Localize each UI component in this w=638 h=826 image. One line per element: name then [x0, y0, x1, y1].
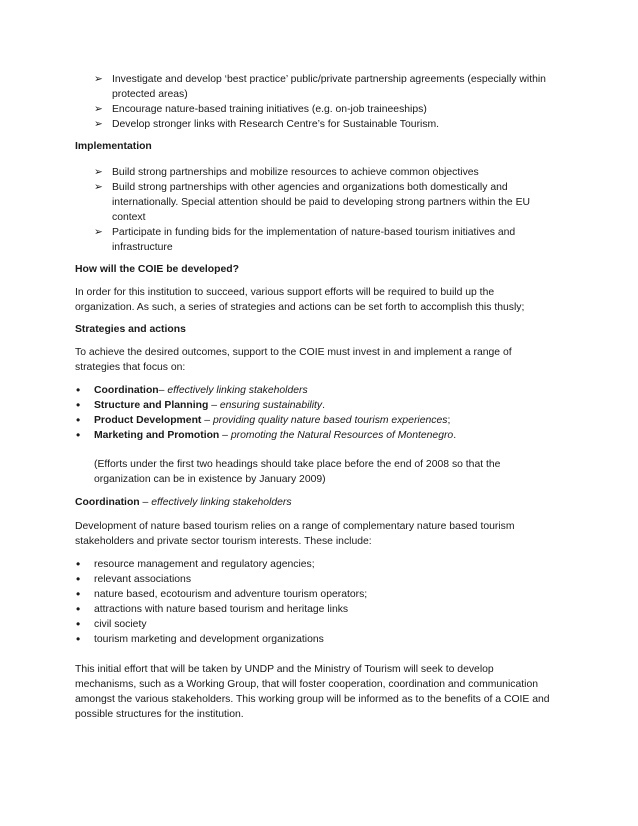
- arrow-bullet-icon: ➢: [94, 73, 103, 85]
- paragraph-line: Development of nature based tourism relies on a range of complementary nature based tourism: [75, 521, 515, 532]
- arrow-bullet-icon: ➢: [94, 226, 103, 238]
- list-item: attractions with nature based tourism and heritage links: [94, 604, 349, 615]
- list-item: civil society: [94, 619, 147, 630]
- arrow-bullet-icon: ➢: [94, 166, 103, 178]
- bullet-dot-icon: •: [76, 587, 81, 601]
- bullet-line: Build strong partnerships with other agencies and organizations both domestically and: [112, 182, 508, 193]
- implementation-heading: Implementation: [75, 141, 152, 152]
- bullet-dot-icon: •: [76, 398, 81, 412]
- paragraph-line: This initial effort that will be taken by UNDP and the Ministry of Tourism will seek to develop: [75, 664, 494, 675]
- strategies-heading: Strategies and actions: [75, 324, 186, 335]
- bullet-line: infrastructure: [112, 242, 173, 253]
- bullet-line: context: [112, 212, 146, 223]
- strategy-item: Structure and Planning – ensuring sustainability.: [94, 400, 325, 411]
- paragraph-line: To achieve the desired outcomes, support to the COIE must invest in and implement a range of: [75, 347, 512, 358]
- list-item: resource management and regulatory agencies;: [94, 559, 315, 570]
- note-line: organization can be in existence by January 2009): [94, 474, 326, 485]
- coordination-heading: Coordination – effectively linking stakeholders: [75, 497, 292, 508]
- bullet-dot-icon: •: [76, 428, 81, 442]
- how-developed-heading: How will the COIE be developed?: [75, 264, 239, 275]
- paragraph-line: stakeholders and private sector tourism interests. These include:: [75, 536, 372, 547]
- strategy-item: Product Development – providing quality nature based tourism experiences;: [94, 415, 451, 426]
- bullet-line: Encourage nature-based training initiatives (e.g. on-job traineeships): [112, 104, 427, 115]
- bullet-dot-icon: •: [76, 617, 81, 631]
- paragraph-line: amongst the various stakeholders. This working group will be informed as to the benefits of a COIE and: [75, 694, 550, 705]
- paragraph-line: possible structures for the institution.: [75, 709, 244, 720]
- bullet-dot-icon: •: [76, 557, 81, 571]
- bullet-dot-icon: •: [76, 572, 81, 586]
- list-item: nature based, ecotourism and adventure tourism operators;: [94, 589, 368, 600]
- arrow-bullet-icon: ➢: [94, 181, 103, 193]
- list-item: relevant associations: [94, 574, 192, 585]
- paragraph-line: mechanisms, such as a Working Group, that will foster cooperation, coordination and communication: [75, 679, 538, 690]
- note-line: (Efforts under the first two headings should take place before the end of 2008 so that the: [94, 459, 501, 470]
- paragraph-line: organization. As such, a series of strategies and actions can be set forth to accomplish this thusly;: [75, 302, 525, 313]
- bullet-line: Develop stronger links with Research Centre’s for Sustainable Tourism.: [112, 119, 440, 130]
- bullet-dot-icon: •: [76, 602, 81, 616]
- bullet-dot-icon: •: [76, 383, 81, 397]
- bullet-line: protected areas): [112, 89, 188, 100]
- bullet-line: Participate in funding bids for the implementation of nature-based tourism initiatives and: [112, 227, 516, 238]
- bullet-dot-icon: •: [76, 413, 81, 427]
- paragraph-line: strategies that focus on:: [75, 362, 186, 373]
- bullet-line: Investigate and develop ‘best practice’ public/private partnership agreements (especially within: [112, 74, 546, 85]
- arrow-bullet-icon: ➢: [94, 118, 103, 130]
- strategy-item: Marketing and Promotion – promoting the Natural Resources of Montenegro.: [94, 430, 457, 441]
- bullet-dot-icon: •: [76, 632, 81, 646]
- bullet-line: Build strong partnerships and mobilize resources to achieve common objectives: [112, 167, 479, 178]
- bullet-line: internationally. Special attention should be paid to developing strong partners within the EU: [112, 197, 531, 208]
- arrow-bullet-icon: ➢: [94, 103, 103, 115]
- paragraph-line: In order for this institution to succeed, various support efforts will be required to build up the: [75, 287, 495, 298]
- strategy-item: Coordination– effectively linking stakeholders: [94, 385, 308, 396]
- list-item: tourism marketing and development organizations: [94, 634, 324, 645]
